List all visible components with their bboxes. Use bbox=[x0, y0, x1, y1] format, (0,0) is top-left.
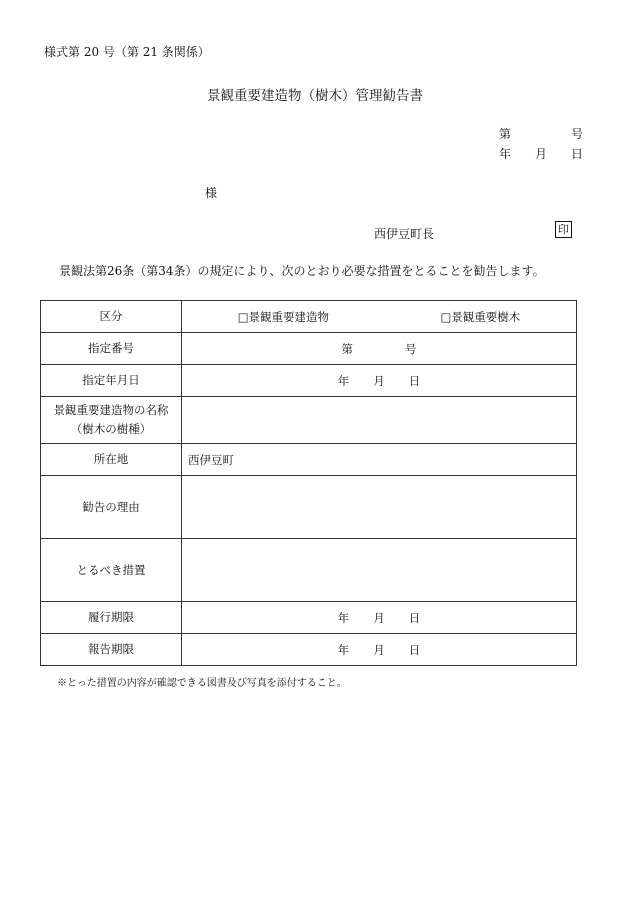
seal-box: 印 bbox=[555, 221, 572, 238]
name-label bbox=[41, 397, 182, 444]
category-cell bbox=[182, 301, 577, 333]
designation-number-label: 指定番号 bbox=[41, 333, 182, 365]
issuer-name: 西伊豆町長 bbox=[374, 227, 435, 241]
date-month: 月 bbox=[535, 147, 548, 161]
report-month: 月 bbox=[373, 642, 385, 657]
recommendation-table bbox=[40, 300, 577, 666]
designation-date-label: 指定年月日 bbox=[41, 365, 182, 397]
name-label-line2: （樹木の樹種） bbox=[70, 422, 152, 436]
designation-date-month: 月 bbox=[373, 373, 385, 388]
deadline-cell[interactable] bbox=[182, 602, 577, 634]
reference-dai: 第 bbox=[499, 127, 512, 141]
report-label: 報告期限 bbox=[41, 634, 182, 666]
deadline-label: 履行期限 bbox=[41, 602, 182, 634]
name-label-line1: 景観重要建造物の名称 bbox=[53, 403, 169, 417]
deadline-year: 年 bbox=[337, 610, 350, 625]
date-day: 日 bbox=[571, 147, 584, 161]
report-year: 年 bbox=[337, 642, 350, 657]
document-title: 景観重要建造物（樹木）管理勧告書 bbox=[207, 88, 423, 104]
location-value[interactable]: 西伊豆町 bbox=[182, 444, 577, 476]
category-label: 区分 bbox=[41, 301, 182, 333]
table-row bbox=[41, 634, 577, 666]
deadline-month: 月 bbox=[373, 610, 385, 625]
table-row bbox=[41, 301, 577, 333]
measures-label: とるべき措置 bbox=[41, 539, 182, 602]
designation-number-go: 号 bbox=[405, 341, 417, 356]
table-row bbox=[41, 602, 577, 634]
reason-label: 勧告の理由 bbox=[41, 476, 182, 539]
table-row bbox=[41, 365, 577, 397]
date-year: 年 bbox=[499, 147, 512, 161]
designation-date-cell[interactable] bbox=[182, 365, 577, 397]
deadline-day: 日 bbox=[408, 610, 421, 625]
table-row bbox=[41, 539, 577, 602]
designation-date-day: 日 bbox=[408, 373, 421, 388]
reason-cell[interactable] bbox=[182, 476, 577, 539]
category-option-building[interactable]: □景観重要建造物 bbox=[237, 309, 330, 324]
report-day: 日 bbox=[408, 642, 421, 657]
form-number: 様式第 20 号（第 21 条関係） bbox=[44, 45, 210, 59]
reference-go: 号 bbox=[571, 127, 584, 141]
name-cell[interactable] bbox=[182, 397, 577, 444]
designation-number-dai: 第 bbox=[341, 341, 353, 356]
report-cell[interactable] bbox=[182, 634, 577, 666]
designation-date-year: 年 bbox=[337, 373, 350, 388]
table-row bbox=[41, 476, 577, 539]
designation-number-cell[interactable] bbox=[182, 333, 577, 365]
measures-cell[interactable] bbox=[182, 539, 577, 602]
intro-text: 景観法第26条（第34条）の規定により、次のとおり必要な措置をとることを勧告します。 bbox=[59, 264, 545, 278]
category-option-tree[interactable]: □景観重要樹木 bbox=[440, 309, 521, 324]
table-row bbox=[41, 397, 577, 444]
location-label: 所在地 bbox=[41, 444, 182, 476]
addressee-honorific: 様 bbox=[205, 186, 218, 200]
table-row bbox=[41, 444, 577, 476]
footnote: ※とった措置の内容が確認できる図書及び写真を添付すること。 bbox=[57, 678, 347, 689]
table-row bbox=[41, 333, 577, 365]
